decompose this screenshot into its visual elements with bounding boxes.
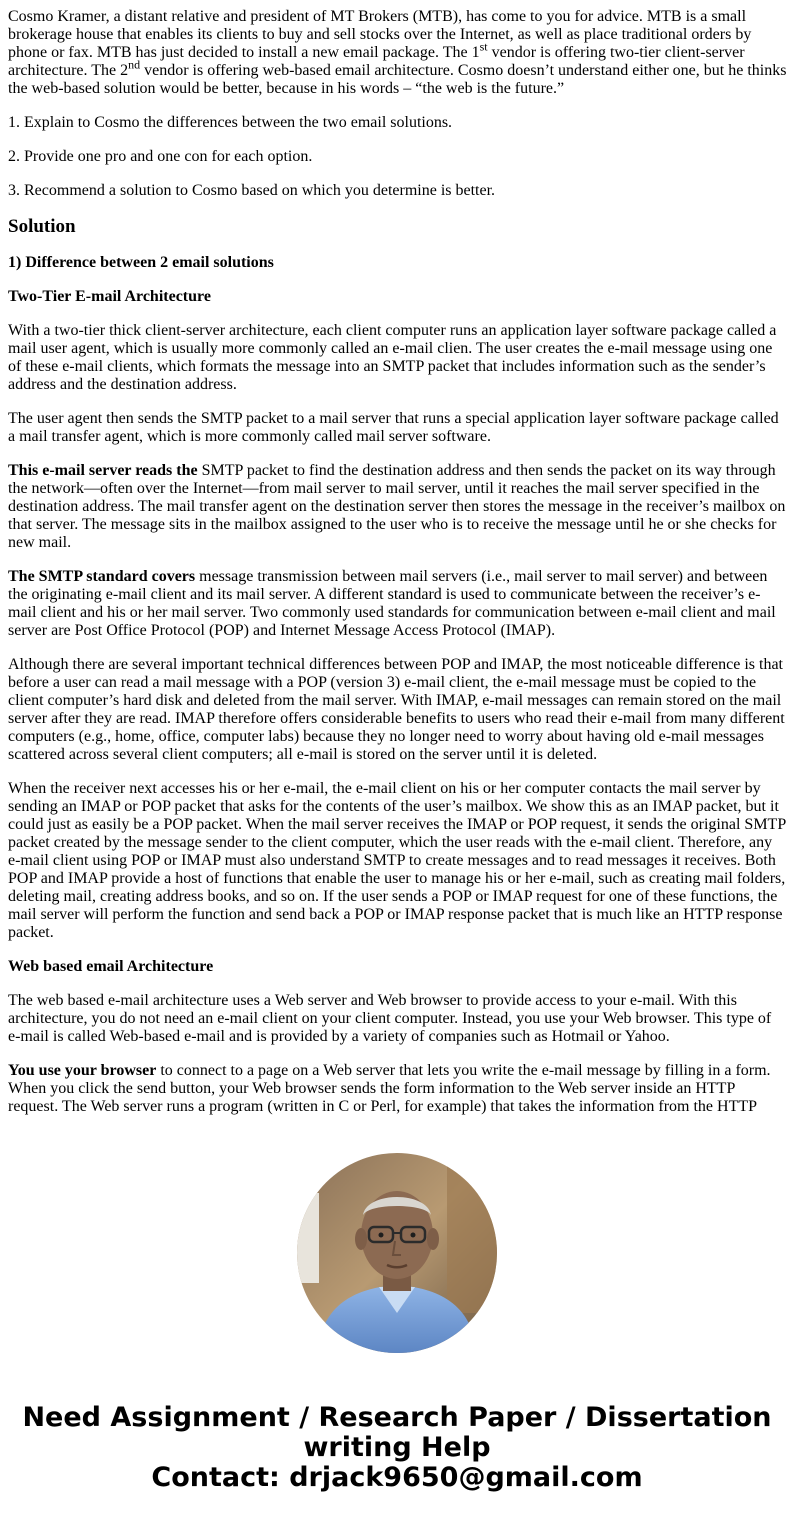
- paragraph: The SMTP standard covers message transmission between mail servers (i.e., mail server to mail server) and between the originating e-mail client and its mail server. A different standard is used to communicate between the receiver’s e-mail client and his or her mail server. Two commonly used standards for communication between e-mail client and mail server are Post Office Protocol (POP) and Internet Message Access Protocol (IMAP).: [8, 568, 776, 639]
- paragraph: The user agent then sends the SMTP packet to a mail server that runs a special application layer software package called a mail transfer agent, which is more commonly called mail server software.: [8, 410, 779, 445]
- question-item: 3. Recommend a solution to Cosmo based on which you determine is better.: [8, 182, 496, 199]
- paragraph: With a two-tier thick client-server architecture, each client computer runs an application layer software package called a mail user agent, which is usually more commonly called an e-mail clien. The user creates the e-mail message using one of these e-mail clients, which formats the message into an SMTP packet that includes information such as the sender’s address and the destination address.: [8, 322, 777, 393]
- paragraph: When the receiver next accesses his or her e-mail, the e-mail client on his or her computer contacts the mail server by sending an IMAP or POP packet that asks for the contents of the user’s mailbox. We show this as an IMAP packet, but it could just as easily be a POP packet. When the mail server receives the IMAP or POP request, it sends the original SMTP packet created by the message sender to the client computer, which the user reads with the e-mail client. Therefore, any e-mail client using POP or IMAP must also understand SMTP to create messages and to read messages it receives. Both POP and IMAP provide a host of functions that enable the user to manage his or her e-mail, such as creating mail folders, deleting mail, creating address books, and so on. If the user sends a POP or IMAP request for one of these functions, the mail server will perform the function and send back a POP or IMAP response packet that is much like an HTTP response packet.: [8, 780, 786, 941]
- help-headline: Need Assignment / Research Paper / Dissertation writing Help: [22, 1402, 772, 1463]
- author-portrait-image: [297, 1153, 497, 1353]
- section-heading: Two-Tier E-mail Architecture: [8, 288, 211, 305]
- question-intro: Cosmo Kramer, a distant relative and president of MT Brokers (MTB), has come to you for advice. MTB is a small brokerage house that enables its clients to buy and sell stocks over the Internet, as well as place traditional orders by phone or fax. MTB has just decided to install a new email package. The 1st vendor is offering two-tier client-server architecture. The 2nd vendor is offering web-based email architecture. Cosmo doesn’t understand either one, but he thinks the web-based solution would be better, because in his words – “the web is the future.”: [8, 8, 787, 97]
- solution-heading: Solution: [8, 216, 76, 237]
- help-contact-text: [0, 1403, 794, 1493]
- paragraph: Although there are several important technical differences between POP and IMAP, the most noticeable difference is that before a user can read a mail message with a POP (version 3) e-mail client, the e-mail message must be copied to the client computer’s hard disk and deleted from the mail server. With IMAP, e-mail messages can remain stored on the mail server after they are read. IMAP therefore offers considerable benefits to users who read their e-mail from many different computers (e.g., home, office, computer labs) because they no longer need to worry about having old e-mail messages scattered across several client computers; all e-mail is stored on the server until it is deleted.: [8, 656, 785, 763]
- section-heading: 1) Difference between 2 email solutions: [8, 254, 274, 271]
- promo-section: [0, 1123, 794, 1523]
- question-item: 1. Explain to Cosmo the differences between the two email solutions.: [8, 114, 453, 131]
- avatar: [297, 1153, 497, 1353]
- document-body: [8, 0, 787, 1123]
- question-item: 2. Provide one pro and one con for each option.: [8, 148, 313, 165]
- contact-email: Contact: drjack9650@gmail.com: [151, 1462, 643, 1493]
- section-heading: Web based email Architecture: [8, 958, 214, 975]
- paragraph: You use your browser to connect to a page on a Web server that lets you write the e-mail message by filling in a form. When you click the send button, your Web browser sends the form information to the Web server inside an HTTP request. The Web server runs a program (written in C or Perl, for example) that takes the information from the HTTP: [8, 1062, 771, 1115]
- paragraph: This e-mail server reads the SMTP packet to find the destination address and then sends the packet on its way through the network—often over the Internet—from mail server to mail server, until it reaches the mail server specified in the destination address. The mail transfer agent on the destination server then stores the message in the receiver’s mailbox on that server. The message sits in the mailbox assigned to the user who is to receive the message until he or she checks for new mail.: [8, 462, 786, 551]
- paragraph: The web based e-mail architecture uses a Web server and Web browser to provide access to your e-mail. With this architecture, you do not need an e-mail client on your client computer. Instead, you use your Web browser. This type of e-mail is called Web-based e-mail and is provided by a variety of companies such as Hotmail or Yahoo.: [8, 992, 772, 1045]
